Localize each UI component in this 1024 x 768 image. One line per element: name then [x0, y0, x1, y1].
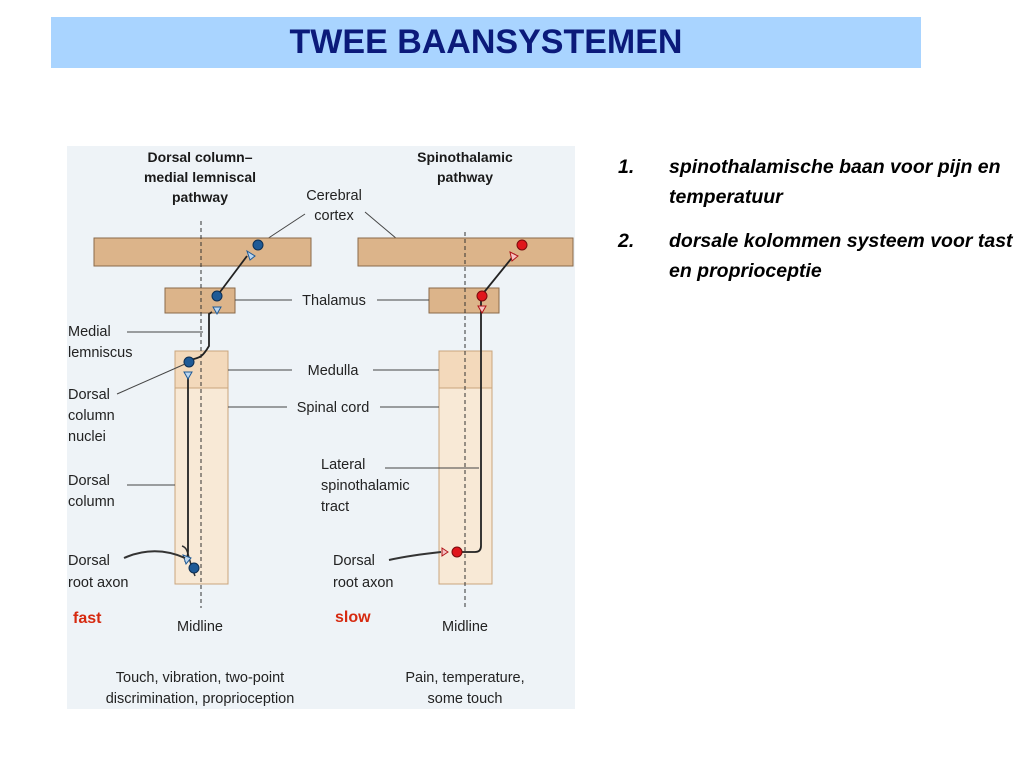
- cerebral-cortex-label-line1: Cerebral: [306, 188, 362, 204]
- dorsal-column-nuclei-label-line2: column: [68, 408, 115, 424]
- left-thalamus-neuron: [212, 291, 222, 301]
- dorsal-column-nuclei-label-line3: nuclei: [68, 429, 106, 445]
- dorsal-column-label-line2: column: [68, 494, 115, 510]
- list-item-number: 1.: [618, 156, 635, 178]
- list-item-text: spinothalamische baan voor pijn en temperatuur: [669, 156, 1001, 208]
- caption-right-line1: Pain, temperature,: [405, 670, 525, 686]
- dorsal-horn-neuron: [452, 547, 462, 557]
- cerebral-cortex-label-line2: cortex: [314, 208, 354, 224]
- caption-left-line1: Touch, vibration, two-point: [115, 670, 285, 686]
- thalamus-label: Thalamus: [302, 293, 366, 309]
- diagram-background: [67, 146, 575, 709]
- title-bar: [51, 17, 921, 68]
- speed-right: slow: [335, 609, 371, 626]
- right-heading-line1: Spinothalamic: [417, 149, 513, 165]
- left-heading-line3: pathway: [171, 189, 229, 205]
- pathway-list: [618, 152, 1018, 300]
- medial-lemniscus-label-line1: Medial: [68, 324, 111, 340]
- spinal-cord-label: Spinal cord: [296, 400, 370, 416]
- list-item-number: 2.: [618, 230, 635, 252]
- right-cortex-neuron: [517, 240, 527, 250]
- cortex-block-left: [94, 238, 311, 266]
- right-heading-line2: pathway: [436, 169, 494, 185]
- medial-lemniscus-label-line2: lemniscus: [68, 345, 133, 361]
- midline-right-label: Midline: [442, 619, 488, 635]
- dorsal-root-axon-right-line2: root axon: [333, 575, 394, 591]
- list-item: [618, 152, 1018, 212]
- thalamus-block-left: [165, 288, 235, 313]
- slide-title: TWEE BAANSYSTEMEN: [289, 23, 683, 61]
- lateral-spinothalamic-label-line3: tract: [321, 499, 350, 515]
- left-cortex-neuron: [253, 240, 263, 250]
- dorsal-column-nuclei-label-line1: Dorsal: [68, 387, 110, 403]
- pathway-diagram: [67, 146, 575, 709]
- midline-left-label: Midline: [177, 619, 223, 635]
- speed-left: fast: [73, 610, 102, 627]
- caption-left-line2: discrimination, proprioception: [105, 691, 295, 707]
- thalamus-block-right: [429, 288, 499, 313]
- dorsal-column-label-line1: Dorsal: [68, 473, 110, 489]
- pathway-diagram-svg: [67, 146, 575, 709]
- right-thalamus-neuron: [477, 291, 487, 301]
- list-item-text: dorsale kolommen systeem voor tast en proprioceptie: [669, 230, 1013, 282]
- lateral-spinothalamic-label-line2: spinothalamic: [321, 478, 410, 494]
- left-heading-line2: medial lemniscal: [143, 169, 257, 185]
- dorsal-root-axon-left-line2: root axon: [68, 575, 129, 591]
- dorsal-column-nuclei-neuron: [184, 357, 194, 367]
- dorsal-root-axon-left-line1: Dorsal: [68, 553, 110, 569]
- medulla-label: Medulla: [307, 363, 359, 379]
- left-dorsal-root-ganglion-neuron: [189, 563, 199, 573]
- dorsal-root-axon-right-line1: Dorsal: [333, 553, 375, 569]
- lateral-spinothalamic-label-line1: Lateral: [321, 457, 366, 473]
- left-heading-line1: Dorsal column–: [147, 149, 253, 165]
- caption-right-line2: some touch: [427, 691, 503, 707]
- list-item: [618, 226, 1018, 286]
